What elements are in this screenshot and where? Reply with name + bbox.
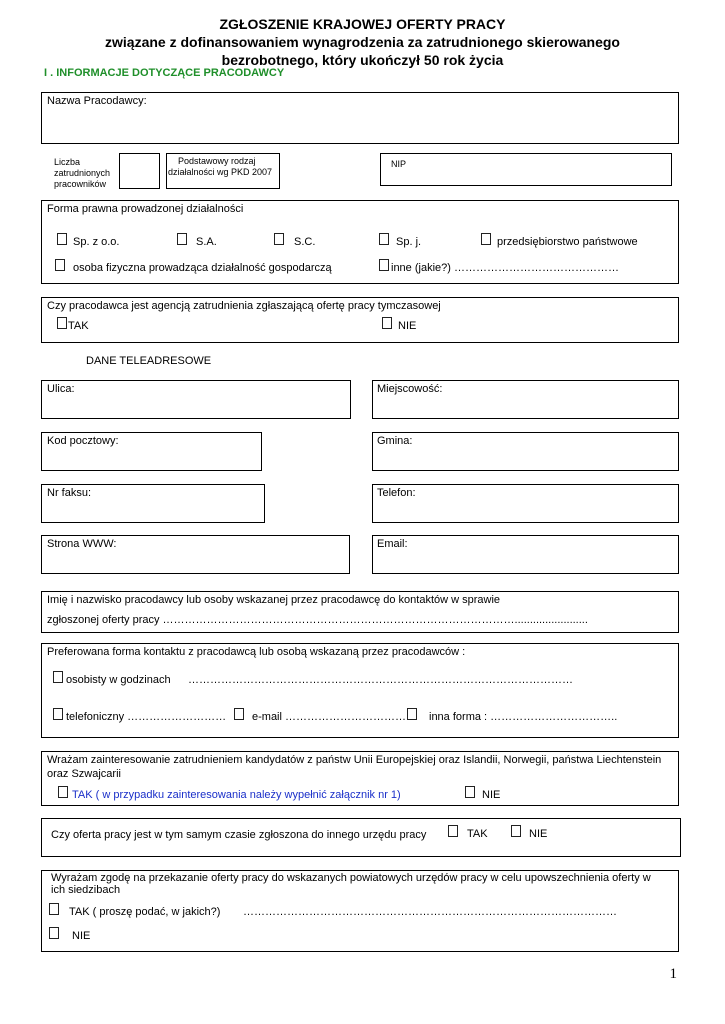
checkbox-contact-email[interactable] [234, 708, 244, 720]
pkd-label-1: Podstawowy rodzaj [178, 156, 256, 166]
agency-yes-label: TAK [68, 320, 89, 332]
other-office-section [41, 818, 681, 857]
phone-label: Telefon: [377, 487, 416, 499]
agency-section [41, 297, 679, 343]
email-field[interactable] [372, 535, 679, 574]
contact-personal-dots: …………………………………………………………………………………………… [188, 674, 573, 686]
commune-field[interactable] [372, 432, 679, 471]
consent-no-label: NIE [72, 930, 91, 942]
www-field[interactable] [41, 535, 350, 574]
employer-name-field[interactable] [41, 92, 679, 144]
checkbox-spzoo[interactable] [57, 233, 67, 245]
nip-field[interactable] [380, 153, 672, 186]
form-subtitle-line2: bezrobotnego, który ukończył 50 rok życia [221, 52, 504, 68]
eu-yes-label: TAK ( w przypadku zainteresowania należy wypełnić załącznik nr 1) [72, 789, 401, 801]
contact-data-heading: DANE TELEADRESOWE [86, 355, 212, 367]
contact-phone-label: telefoniczny ……………………… [66, 711, 227, 723]
checkbox-natural-person[interactable] [55, 259, 65, 271]
checkbox-consent-yes[interactable] [49, 903, 59, 915]
fax-label: Nr faksu: [47, 487, 92, 499]
eu-interest-line1: Wrażam zainteresowanie zatrudnieniem kandydatów z państw Unii Europejskiej oraz Islandii, Norwegii, państwa Liechtenstein [47, 754, 662, 766]
pkd-field[interactable] [166, 153, 280, 189]
city-label: Miejscowość: [377, 383, 443, 395]
option-sc: S.C. [294, 236, 316, 248]
employer-name-label: Nazwa Pracodawcy: [47, 95, 147, 107]
option-state-enterprise: przedsiębiorstwo państwowe [497, 236, 638, 248]
employee-count-label-1: Liczba [54, 157, 81, 167]
agency-no-label: NIE [398, 320, 417, 332]
checkbox-state-enterprise[interactable] [481, 233, 491, 245]
section-heading-employer: I . INFORMACJE DOTYCZĄCE PRACODAWCY [44, 67, 285, 79]
other-office-question: Czy oferta pracy jest w tym samym czasie zgłoszona do innego urzędu pracy [51, 829, 427, 841]
fax-field[interactable] [41, 484, 265, 523]
checkbox-contact-other[interactable] [407, 708, 417, 720]
consent-yes-label: TAK ( proszę podać, w jakich?) [69, 906, 221, 918]
checkbox-sa[interactable] [177, 233, 187, 245]
other-office-no-label: NIE [529, 828, 548, 840]
commune-label: Gmina: [377, 435, 413, 447]
option-spj: Sp. j. [396, 236, 422, 248]
checkbox-agency-no[interactable] [382, 317, 392, 329]
www-label: Strona WWW: [47, 538, 117, 550]
option-sa: S.A. [196, 236, 217, 248]
pkd-label-2: działalności wg PKD 2007 [168, 167, 273, 177]
option-other-form: inne (jakie?) ……………………………………… [391, 262, 619, 274]
eu-interest-line2: oraz Szwajcarii [47, 768, 121, 780]
legal-form-label: Forma prawna prowadzonej działalności [47, 203, 244, 215]
preferred-contact-label: Preferowana forma kontaktu z pracodawcą lub osobą wskazaną przez pracodawców : [47, 646, 466, 658]
consent-line2: ich siedzibach [51, 884, 121, 896]
page-number: 1 [669, 966, 677, 982]
contact-email-label: e-mail …………………………… [252, 711, 407, 723]
postal-code-field[interactable] [41, 432, 262, 471]
other-office-yes-label: TAK [467, 828, 488, 840]
checkbox-other-form[interactable] [379, 259, 389, 271]
nip-label: NIP [391, 159, 407, 169]
option-natural-person: osoba fizyczna prowadząca działalność gospodarczą [73, 262, 332, 274]
checkbox-contact-personal[interactable] [53, 671, 63, 683]
form-title: ZGŁOSZENIE KRAJOWEJ OFERTY PRACY [219, 16, 506, 32]
checkbox-other-office-yes[interactable] [448, 825, 458, 837]
option-spzoo: Sp. z o.o. [73, 236, 120, 248]
contact-person-line1: Imię i nazwisko pracodawcy lub osoby wskazanej przez pracodawcę do kontaktów w sprawie [47, 594, 501, 606]
checkbox-agency-yes[interactable] [57, 317, 67, 329]
contact-person-line2: zgłoszonej oferty pracy ……………………………………………………………………………………........................ [47, 614, 588, 626]
postal-code-label: Kod pocztowy: [47, 435, 119, 447]
employee-count-label-3: pracowników [54, 179, 107, 189]
email-label: Email: [377, 538, 408, 550]
agency-question: Czy pracodawca jest agencją zatrudnienia zgłaszającą ofertę pracy tymczasowej [47, 300, 441, 312]
checkbox-eu-yes[interactable] [58, 786, 68, 798]
contact-other-label: inna forma : …………………………….. [429, 711, 618, 723]
street-field[interactable] [41, 380, 351, 419]
form-subtitle-line1: związane z dofinansowaniem wynagrodzenia za zatrudnionego skierowanego [105, 34, 620, 50]
checkbox-consent-no[interactable] [49, 927, 59, 939]
phone-field[interactable] [372, 484, 679, 523]
eu-no-label: NIE [482, 789, 501, 801]
checkbox-contact-phone[interactable] [53, 708, 63, 720]
employee-count-field[interactable] [119, 153, 160, 189]
consent-line1: Wyrażam zgodę na przekazanie oferty pracy do wskazanych powiatowych urzędów pracy w celu upowszechnienia oferty w [51, 872, 651, 884]
contact-person-field[interactable] [41, 591, 679, 633]
consent-yes-dots: ………………………………………………………………………………………… [243, 906, 617, 918]
city-field[interactable] [372, 380, 679, 419]
employee-count-label-2: zatrudnionych [54, 168, 111, 178]
checkbox-sc[interactable] [274, 233, 284, 245]
checkbox-spj[interactable] [379, 233, 389, 245]
contact-personal-label: osobisty w godzinach [66, 674, 171, 686]
checkbox-eu-no[interactable] [465, 786, 475, 798]
street-label: Ulica: [47, 383, 75, 395]
checkbox-other-office-no[interactable] [511, 825, 521, 837]
